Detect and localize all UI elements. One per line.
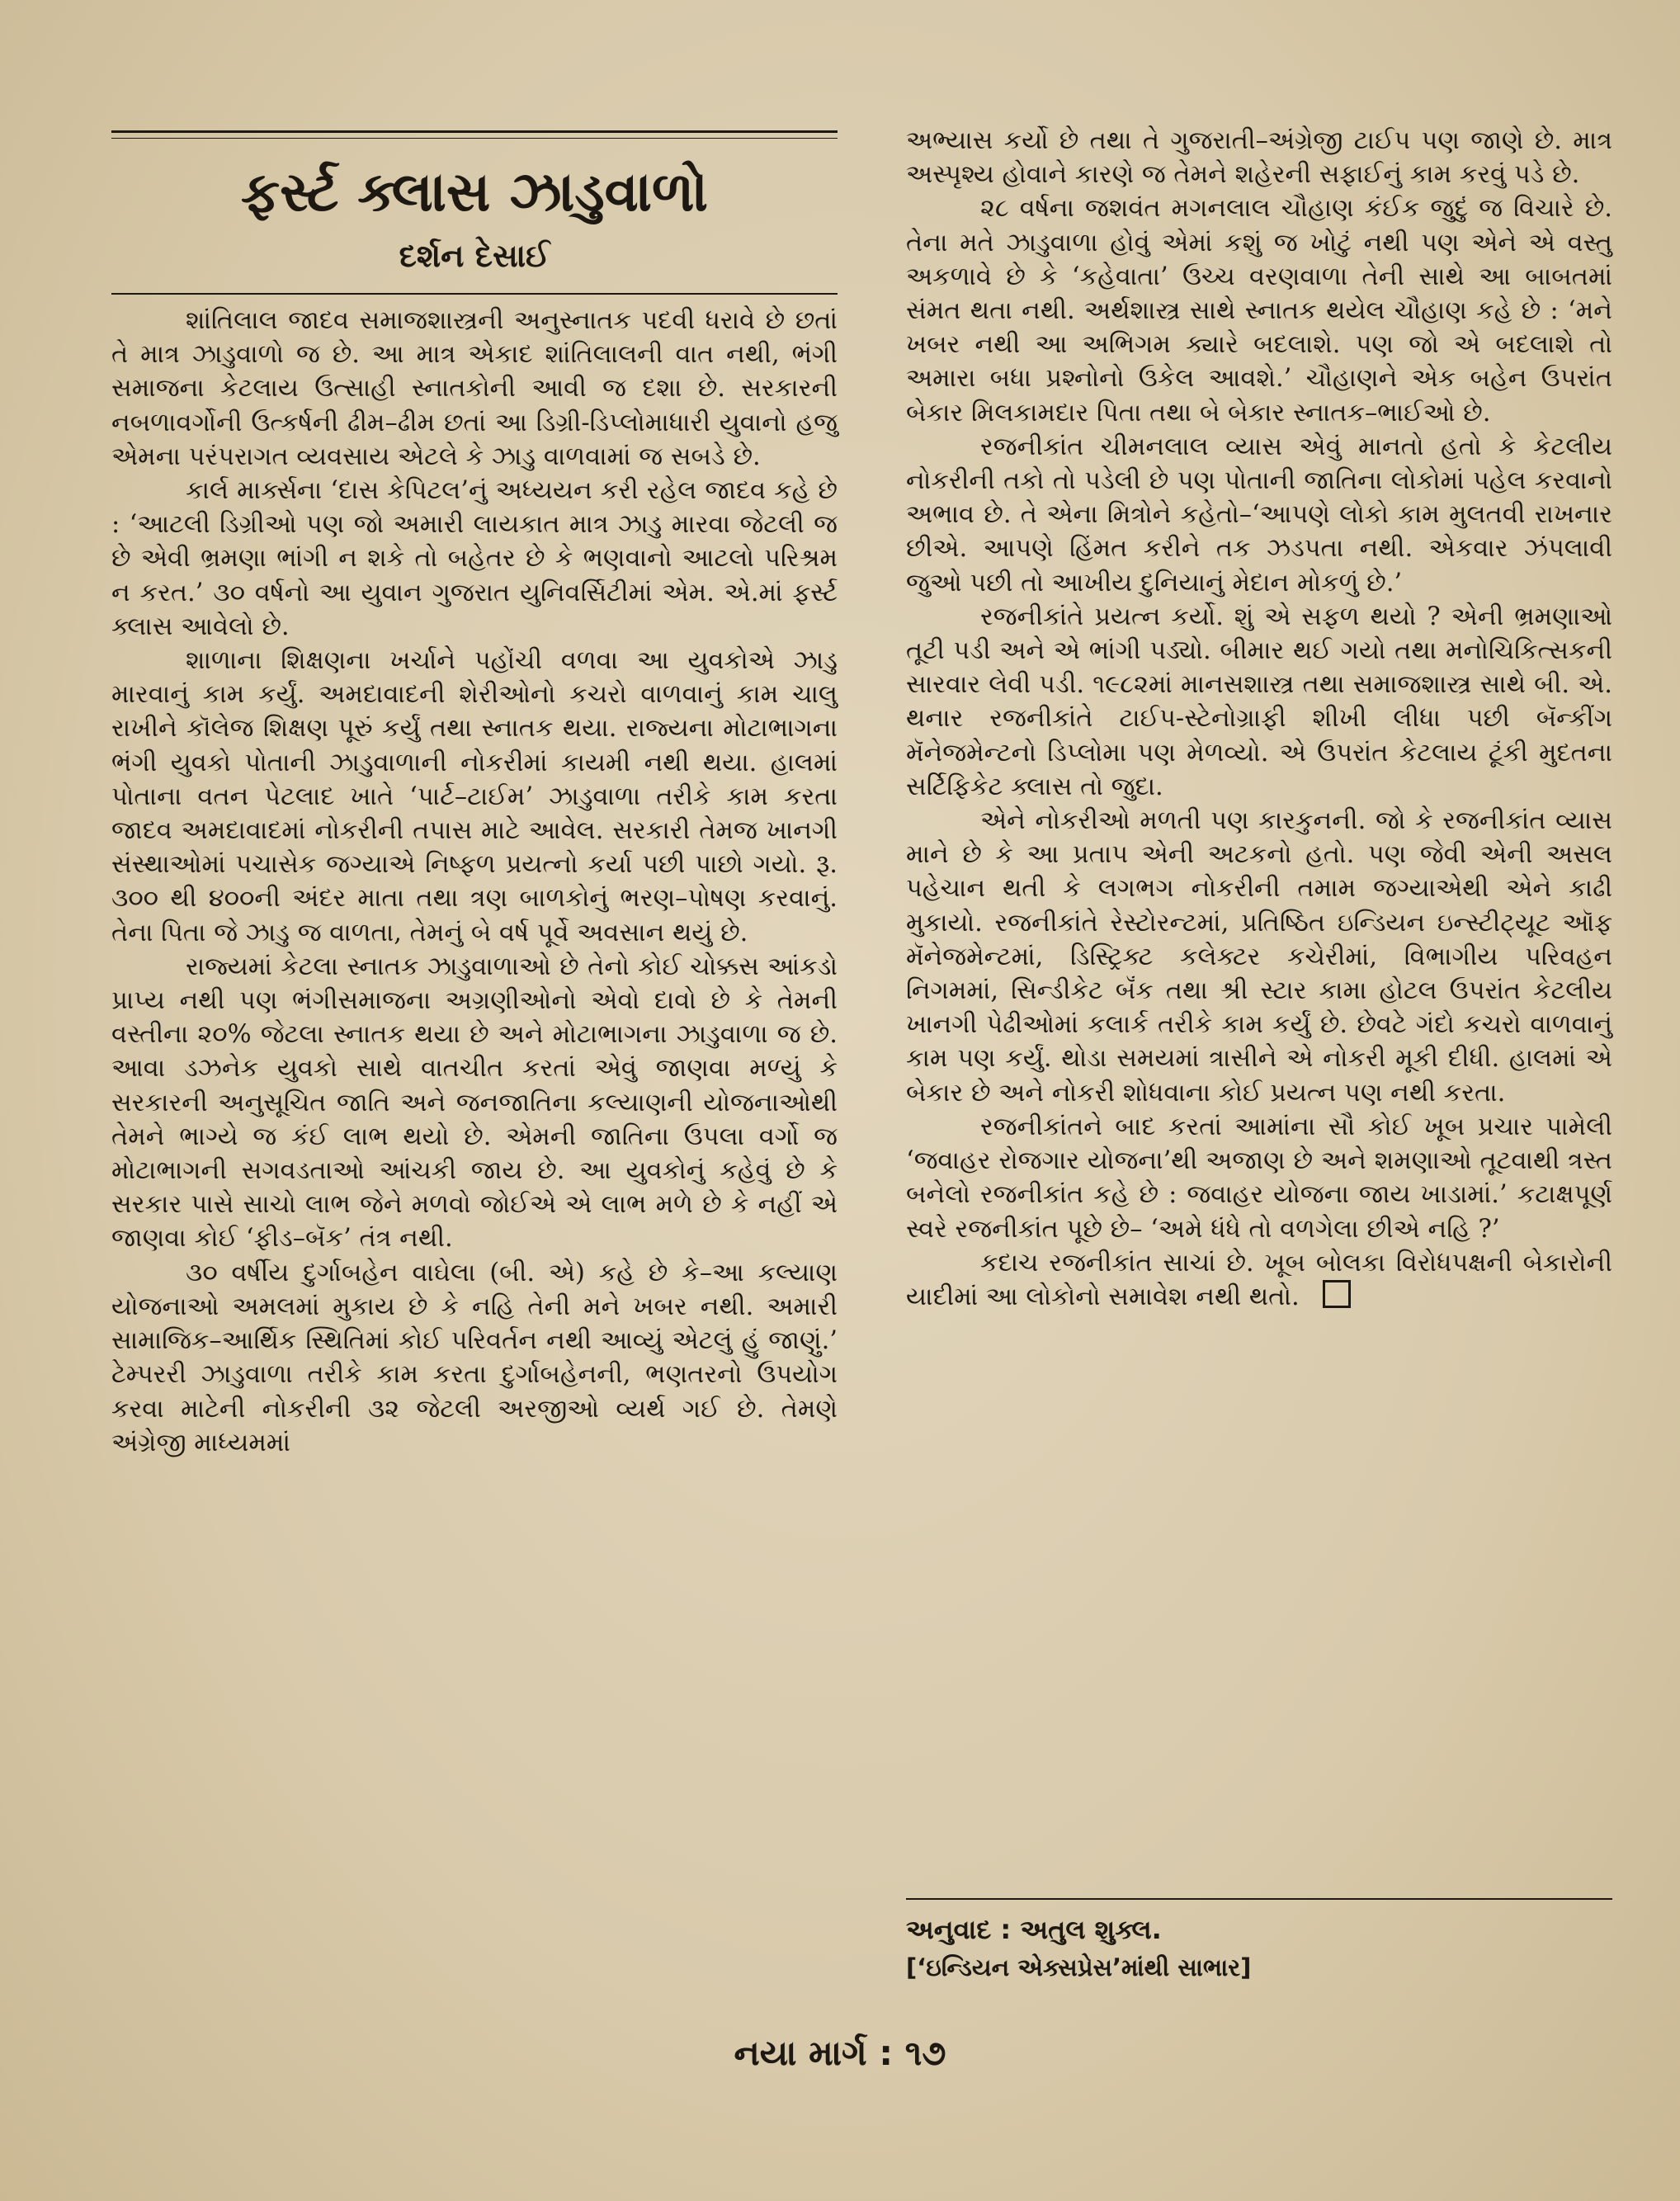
right-column (906, 124, 1612, 1314)
closing-paragraph (906, 1246, 1612, 1314)
title-rule-top (111, 130, 838, 133)
translator-credit: અનુવાદ : અતુલ શુક્લ. (906, 1914, 1162, 1945)
paragraph: રાજ્યમાં કેટલા સ્નાતક ઝાડુવાળાઓ છે તેનો કોઈ ચોક્કસ આંકડો પ્રાપ્ય નથી પણ ભંગીસમાજના અગ્રણીઓનો એવો દાવો છે કે તેમની વસ્તીના ૨૦% જેટલા સ્નાતક થયા છે અને મોટાભાગના ઝાડુવાળા જ છે. આવા ડઝનેક યુવકો સાથે વાતચીત કરતાં એવું જાણવા મળ્યું કે સરકારની અનુસૂચિત જાતિ અને જનજાતિના કલ્યાણની યોજનાઓથી તેમને ભાગ્યે જ કંઈ લાભ થયો છે. એમની જાતિના ઉપલા વર્ગો જ મોટાભાગની સગવડતાઓ આંચકી જાય છે. આ યુવકોનું કહેવું છે કે સરકાર પાસે સાચો લાભ જેને મળવો જોઈએ એ લાભ મળે છે કે નહીં એ જાણવા કોઈ ‘ફીડ–બૅક’ તંત્ર નથી. (111, 952, 838, 1254)
paragraph-continued: અભ્યાસ કર્યો છે તથા તે ગુજરાતી–અંગ્રેજી ટાઈપ પણ જાણે છે. માત્ર અસ્પૃશ્ય હોવાને કારણે જ તેમને શહેરની સફાઈનું કામ કરવું પડે છે. (906, 126, 1612, 190)
page-footer: નયા માર્ગ : ૧૭ (734, 2033, 946, 2073)
header-rule-bottom (111, 293, 838, 295)
paragraph: કાર્લ માર્ક્સના ‘દાસ કેપિટલ’નું અધ્યયન કરી રહેલ જાદવ કહે છે : ‘આટલી ડિગ્રીઓ પણ જો અમારી લાયકાત માત્ર ઝાડુ મારવા જેટલી જ છે એવી ભ્રમણા ભાંગી ન શકે તો બહેતર છે કે ભણવાનો આટલો પરિશ્રમ ન કરત.’ ૩૦ વર્ષનો આ યુવાન ગુજરાત યુનિવર્સિટીમાં એમ. એ.માં ફર્સ્ટ ક્લાસ આવેલો છે. (111, 476, 838, 641)
article-author: દર્શન દેસાઈ (399, 238, 550, 274)
end-of-article-icon (1323, 1280, 1351, 1308)
paragraph: શાંતિલાલ જાદવ સમાજશાસ્ત્રની અનુસ્નાતક પદવી ધરાવે છે છતાં તે માત્ર ઝાડુવાળો જ છે. આ માત્ર એકાદ શાંતિલાલની વાત નથી, ભંગી સમાજના કેટલાય ઉત્સાહી સ્નાતકોની આવી જ દશા છે. સરકારની નબળાવર્ગોની ઉત્કર્ષની ઢીમ–ઢીમ છતાં આ ડિગ્રી-ડિપ્લોમાધારી યુવાનો હજુ એમના પરંપરાગત વ્યવસાય એટલે કે ઝાડુ વાળવામાં જ સબડે છે. (111, 306, 838, 471)
left-column (111, 304, 838, 1460)
article-title: ફર્સ્ટ ક્લાસ ઝાડુવાળો (241, 160, 708, 224)
title-rule-top-thin (111, 138, 838, 139)
paragraph: રજનીકાંત ચીમનલાલ વ્યાસ એવું માનતો હતો કે કેટલીય નોકરીની તકો તો પડેલી છે પણ પોતાની જાતિના લોકોમાં પહેલ કરવાનો અભાવ છે. તે એના મિત્રોને કહેતો–‘આપણે લોકો કામ મુલતવી રાખનાર છીએ. આપણે હિંમત કરીને તક ઝડપતા નથી. એકવાર ઝંપલાવી જુઓ પછી તો આખીય દુનિયાનું મેદાન મોકળું છે.’ (906, 432, 1612, 597)
credit-rule (906, 1898, 1612, 1900)
paragraph: રજનીકાંતને બાદ કરતાં આમાંના સૌ કોઈ ખૂબ પ્રચાર પામેલી ‘જવાહર રોજગાર યોજના’થી અજાણ છે અને શમણાઓ તૂટવાથી ત્રસ્ત બનેલો રજનીકાંત કહે છે : જવાહર યોજના જાય ખાડામાં.’ કટાક્ષપૂર્ણ સ્વરે રજનીકાંત પૂછે છે– ‘અમે ધંધે તો વળગેલા છીએ નહિ ?’ (906, 1112, 1612, 1244)
paragraph: ૩૦ વર્ષીય દુર્ગાબહેન વાઘેલા (બી. એ) કહે છે કે–આ કલ્યાણ યોજનાઓ અમલમાં મુકાય છે કે નહિ તેની મને ખબર નથી. અમારી સામાજિક–આર્થિક સ્થિતિમાં કોઈ પરિવર્તન નથી આવ્યું એટલું હું જાણું.’ ટેમ્પરરી ઝાડુવાળા તરીકે કામ કરતા દુર્ગાબહેનની, ભણતરનો ઉપયોગ કરવા માટેની નોકરીની ૩૨ જેટલી અરજીઓ વ્યર્થ ગઈ છે. તેમણે અંગ્રેજી માધ્યમમાં (111, 1258, 838, 1457)
paragraph: શાળાના શિક્ષણના ખર્ચાને પહોંચી વળવા આ યુવકોએ ઝાડુ મારવાનું કામ કર્યું. અમદાવાદની શેરીઓનો કચરો વાળવાનું કામ ચાલુ રાખીને કૉલેજ શિક્ષણ પૂરું કર્યું તથા સ્નાતક થયા. રાજ્યના મોટાભાગના ભંગી યુવકો પોતાની ઝાડુવાળાની નોકરીમાં કાયમી નથી થયા. હાલમાં પોતાના વતન પેટલાદ ખાતે ‘પાર્ટ–ટાઈમ’ ઝાડુવાળા તરીકે કામ કરતા જાદવ અમદાવાદમાં નોકરીની તપાસ માટે આવેલ. સરકારી તેમજ ખાનગી સંસ્થાઓમાં પચાસેક જગ્યાએ નિષ્ફળ પ્રયત્નો કર્યા પછી પાછો ગયો. રૂ. ૩૦૦ થી ૪૦૦ની અંદર માતા તથા ત્રણ બાળકોનું ભરણ–પોષણ કરવાનું. તેના પિતા જે ઝાડુ જ વાળતા, તેમનું બે વર્ષ પૂર્વે અવસાન થયું છે. (111, 646, 838, 947)
paragraph: રજનીકાંતે પ્રયત્ન કર્યો. શું એ સફળ થયો ? એની ભ્રમણાઓ તૂટી પડી અને એ ભાંગી પડ્યો. બીમાર થઈ ગયો તથા મનોચિકિત્સકની સારવાર લેવી પડી. ૧૯૮૨માં માનસશાસ્ત્ર તથા સમાજશાસ્ત્ર સાથે બી. એ. થનાર રજનીકાંતે ટાઈપ-સ્ટેનોગ્રાફી શીખી લીધા પછી બૅન્કીંગ મૅનેજમેન્ટનો ડિપ્લોમા પણ મેળવ્યો. એ ઉપરાંત કેટલાય ટૂંકી મુદતના સર્ટિફિકેટ ક્લાસ તો જુદા. (906, 602, 1612, 801)
paragraph: ૨૮ વર્ષના જશવંત મગનલાલ ચૌહાણ કંઈક જુદું જ વિચારે છે. તેના મતે ઝાડુવાળા હોવું એમાં કશું જ ખોટું નથી પણ એને એ વસ્તુ અકળાવે છે કે ‘કહેવાતા’ ઉચ્ચ વરણવાળા તેની સાથે આ બાબતમાં સંમત થતા નથી. અર્થશાસ્ત્ર સાથે સ્નાતક થયેલ ચૌહાણ કહે છે : ‘મને ખબર નથી આ અભિગમ ક્યારે બદલાશે. પણ જો એ બદલાશે તો અમારા બધા પ્રશ્નોનો ઉકેલ આવશે.’ ચૌહાણને એક બહેન ઉપરાંત બેકાર મિલકામદાર પિતા તથા બે બેકાર સ્નાતક–ભાઈઓ છે. (906, 194, 1612, 427)
source-credit: [‘ઇન્ડિયન એક્સપ્રેસ’માંથી સાભાર] (906, 1953, 1252, 1981)
closing-text: કદાચ રજનીકાંત સાચાં છે. ખૂબ બોલકા વિરોધપક્ષની બેકારોની યાદીમાં આ લોકોનો સમાવેશ નથી થતો. (906, 1248, 1612, 1311)
paragraph: એને નોકરીઓ મળતી પણ કારકુનની. જો કે રજનીકાંત વ્યાસ માને છે કે આ પ્રતાપ એની અટકનો હતો. પણ જેવી એની અસલ પહેચાન થતી કે લગભગ નોકરીની તમામ જગ્યાએથી એને કાઢી મુકાયો. રજનીકાંતે રેસ્ટોરન્ટમાં, પ્રતિષ્ઠિત ઇન્ડિયન ઇન્સ્ટીટ્યૂટ ઑફ મૅનેજમેન્ટમાં, ડિસ્ટ્રિક્ટ કલેક્ટર કચેરીમાં, વિભાગીય પરિવહન નિગમમાં, સિન્ડીકેટ બૅંક તથા શ્રી સ્ટાર કામા હોટલ ઉપરાંત કેટલીય ખાનગી પેઢીઓમાં કલાર્ક તરીકે કામ કર્યું છે. છેવટે ગંદો કચરો વાળવાનું કામ પણ કર્યું. થોડા સમયમાં ત્રાસીને એ નોકરી મૂકી દીધી. હાલમાં એ બેકાર છે અને નોકરી શોધવાના કોઈ પ્રયત્ન પણ નથી કરતા. (906, 806, 1612, 1108)
